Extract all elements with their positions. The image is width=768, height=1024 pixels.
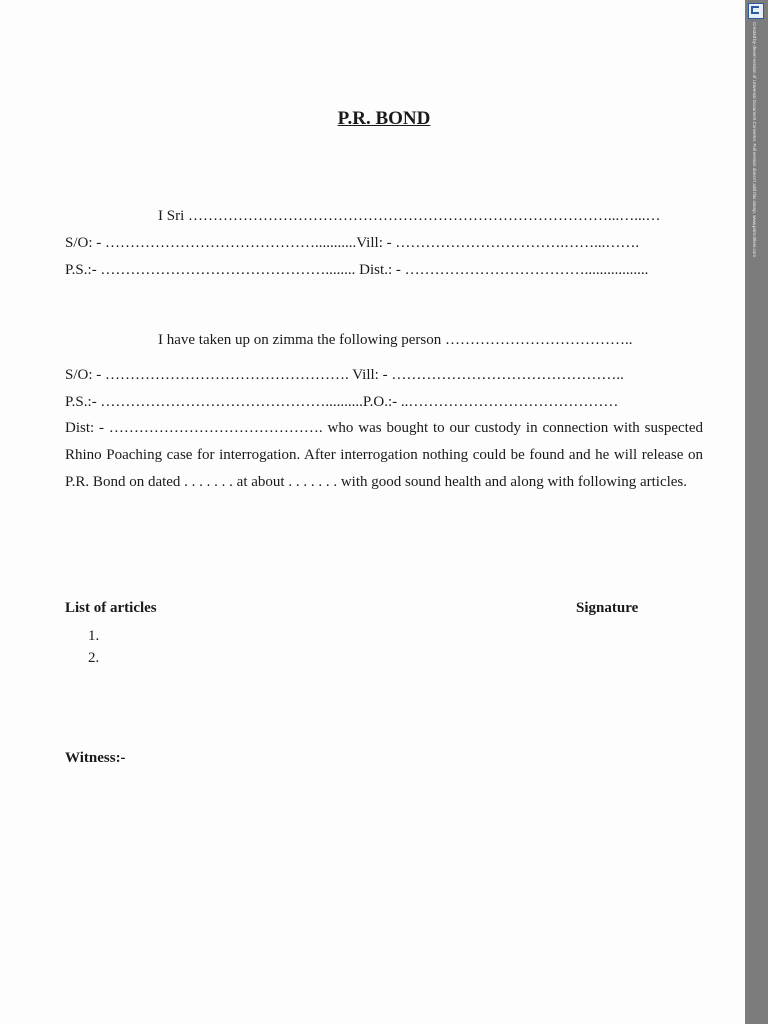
list-item: 2. [88,650,100,666]
person-ps-po-line: P.S.:- ………………………………………..........P.O.:- ..…………………………………… [65,394,619,410]
witness-label: Witness:- [65,750,126,766]
body-paragraph: Dist: - ……………………………………. who was bought to our custody in connection with suspected Rhino Poaching case for interrogation. After interrogation nothing could be found and he will release on P.R. Bond on dated . . . . . . . at about . . . . . . . with good sound health and along with following articles. [65,420,703,490]
person-so-vill-line: S/O: - …………………………………………. Vill: - ……………………………………….. [65,367,624,383]
list-heading: List of articles [65,600,157,616]
document-logo-icon [748,3,764,19]
sri-line: I Sri …………………………………………………………………………...…...… [158,208,661,224]
converter-stamp-text: Created by deven-version of Universal Document Converter. Full version doesn't add this stamp. www.print-driver.com [752,22,757,257]
signature-label: Signature [576,600,639,616]
zimma-line: I have taken up on zimma the following person ……………………………….. [158,332,633,348]
list-item: 1. [88,628,100,644]
ps-dist-line: P.S.:- ………………………………………........ Dist.: - ………………………………................. [65,262,649,278]
converter-stamp-sidebar [745,0,768,1024]
so-vill-line: S/O: - ……………………………………...........Vill: - …………………………….……...……. [65,235,640,251]
page-title: P.R. BOND [337,108,431,129]
